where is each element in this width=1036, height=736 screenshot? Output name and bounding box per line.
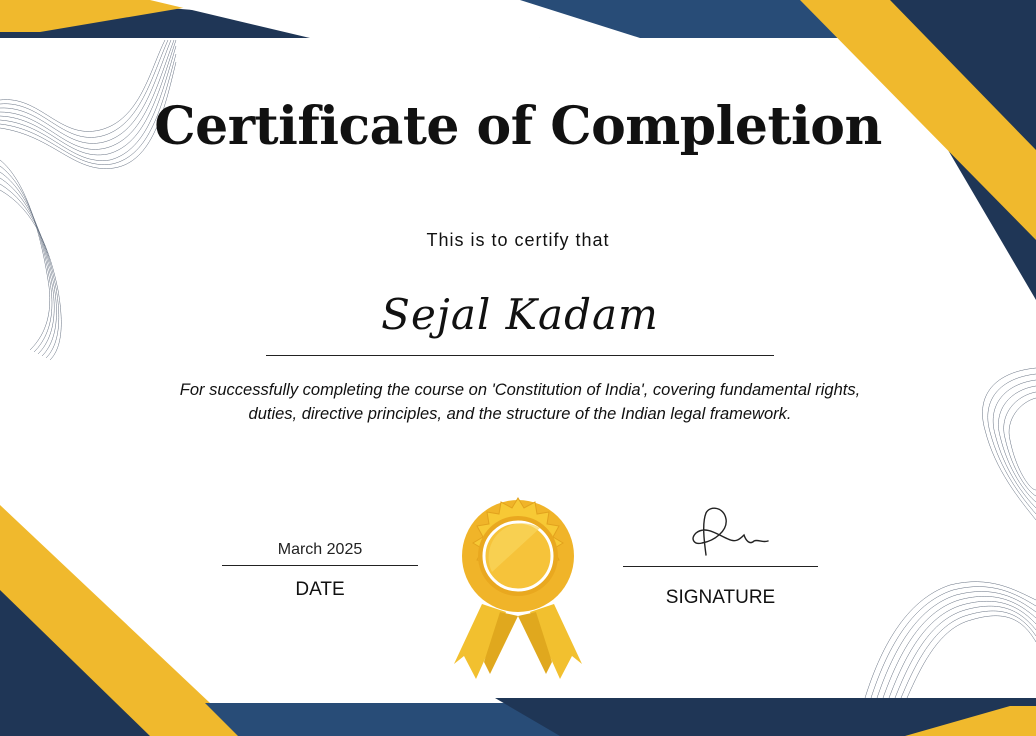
date-label: DATE [295, 579, 345, 600]
date-value: March 2025 [277, 541, 363, 558]
wave-lines-top-left [0, 40, 176, 360]
signature-line [623, 566, 818, 567]
certificate-title: Certificate of Completion [154, 96, 882, 157]
signature-label: SIGNATURE [665, 587, 776, 608]
bottom-blue-band [205, 703, 560, 736]
recipient-name: Sejal Kadam [381, 290, 659, 339]
wave-lines-bottom-right [865, 582, 1036, 698]
award-ribbon-icon [448, 494, 588, 689]
wave-lines-right [982, 368, 1036, 520]
certify-text: This is to certify that [426, 230, 610, 250]
course-description: For successfully completing the course on 'Constitution of India', covering fundamental rights, duties, directive principles, and the structure of the Indian legal framework. [179, 381, 861, 423]
name-underline [266, 355, 774, 356]
handwritten-signature [684, 505, 779, 560]
date-line [222, 565, 418, 566]
